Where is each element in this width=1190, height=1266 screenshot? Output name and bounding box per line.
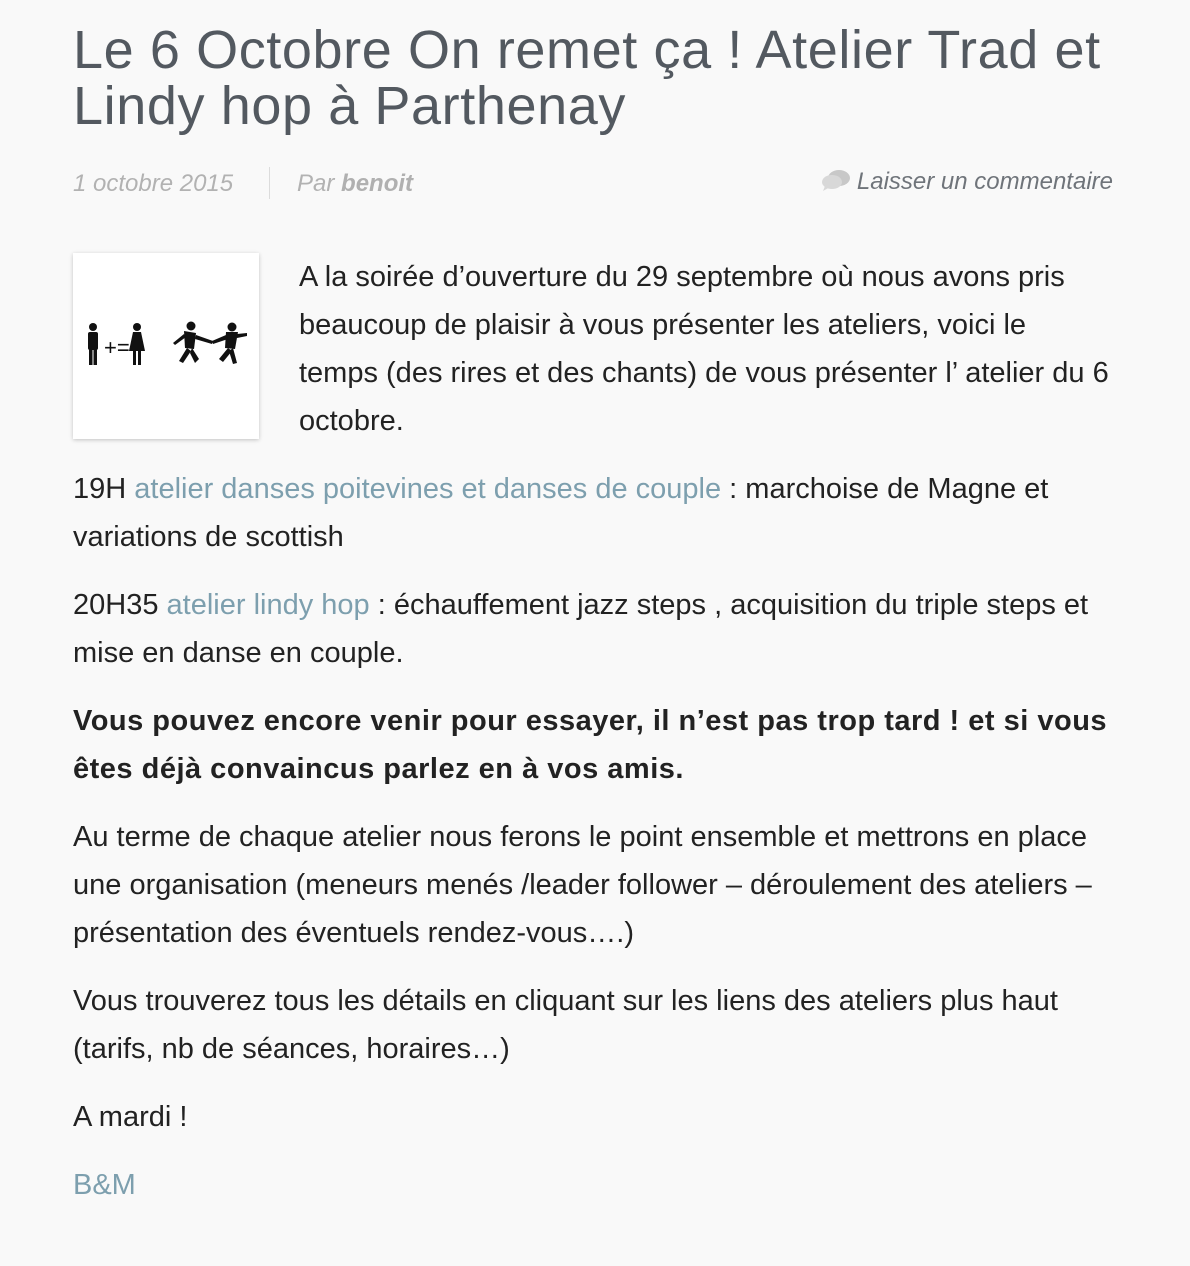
lindy-workshop-link[interactable]: atelier lindy hop bbox=[166, 589, 370, 621]
lindy-time: 20H35 bbox=[73, 589, 159, 621]
signature-link[interactable]: B&M bbox=[73, 1169, 136, 1201]
meta-divider bbox=[269, 167, 270, 199]
blog-post bbox=[73, 0, 1113, 1209]
post-author-link[interactable]: benoit bbox=[341, 170, 414, 197]
lindy-description: : échauffement jazz steps , acquisition du triple steps et mise en danse en couple. bbox=[73, 589, 1089, 669]
byline-prefix: Par bbox=[297, 170, 335, 197]
leave-comment-label: Laisser un commentaire bbox=[856, 168, 1113, 195]
trad-description: : marchoise de Magne et variations de scottish bbox=[73, 473, 1049, 553]
post-date[interactable]: 1 octobre 2015 bbox=[73, 170, 234, 197]
paragraph-organisation: Au terme de chaque atelier nous ferons le point ensemble et mettrons en place une organisation (meneurs menés /leader follower – déroulement des ateliers – présentation des éventuels rendez-vous….) bbox=[73, 821, 1092, 949]
trad-time: 19H bbox=[73, 473, 127, 505]
paragraph-invitation: Vous pouvez encore venir pour essayer, il n’est pas trop tard ! et si vous êtes déjà convaincus parlez en à vos amis. bbox=[73, 705, 1108, 785]
post-byline bbox=[297, 170, 413, 198]
thumbnail-label: += bbox=[104, 335, 130, 360]
post-meta bbox=[73, 166, 1113, 200]
paragraph-trad-workshop bbox=[73, 465, 1113, 561]
paragraph-intro: A la soirée d’ouverture du 29 septembre où nous avons pris beaucoup de plaisir à vous présenter les ateliers, voici le temps (des rires et des chants) de vous présenter l’ atelier du 6 octobre. bbox=[299, 261, 1109, 437]
post-thumbnail bbox=[73, 253, 259, 439]
leave-comment-link[interactable] bbox=[821, 168, 1113, 196]
speech-bubble-icon bbox=[821, 168, 851, 192]
post-content bbox=[73, 253, 1113, 1209]
paragraph-closing: A mardi ! bbox=[73, 1101, 188, 1133]
dance-couple-icon bbox=[83, 321, 249, 371]
trad-workshop-link[interactable]: atelier danses poitevines et danses de couple bbox=[134, 473, 722, 505]
paragraph-lindy-workshop bbox=[73, 581, 1113, 677]
paragraph-details: Vous trouverez tous les détails en cliquant sur les liens des ateliers plus haut (tarifs, nb de séances, horaires…) bbox=[73, 985, 1058, 1065]
post-title: Le 6 Octobre On remet ça ! Atelier Trad et Lindy hop à Parthenay bbox=[73, 20, 1101, 136]
signature-paragraph bbox=[73, 1161, 1113, 1209]
